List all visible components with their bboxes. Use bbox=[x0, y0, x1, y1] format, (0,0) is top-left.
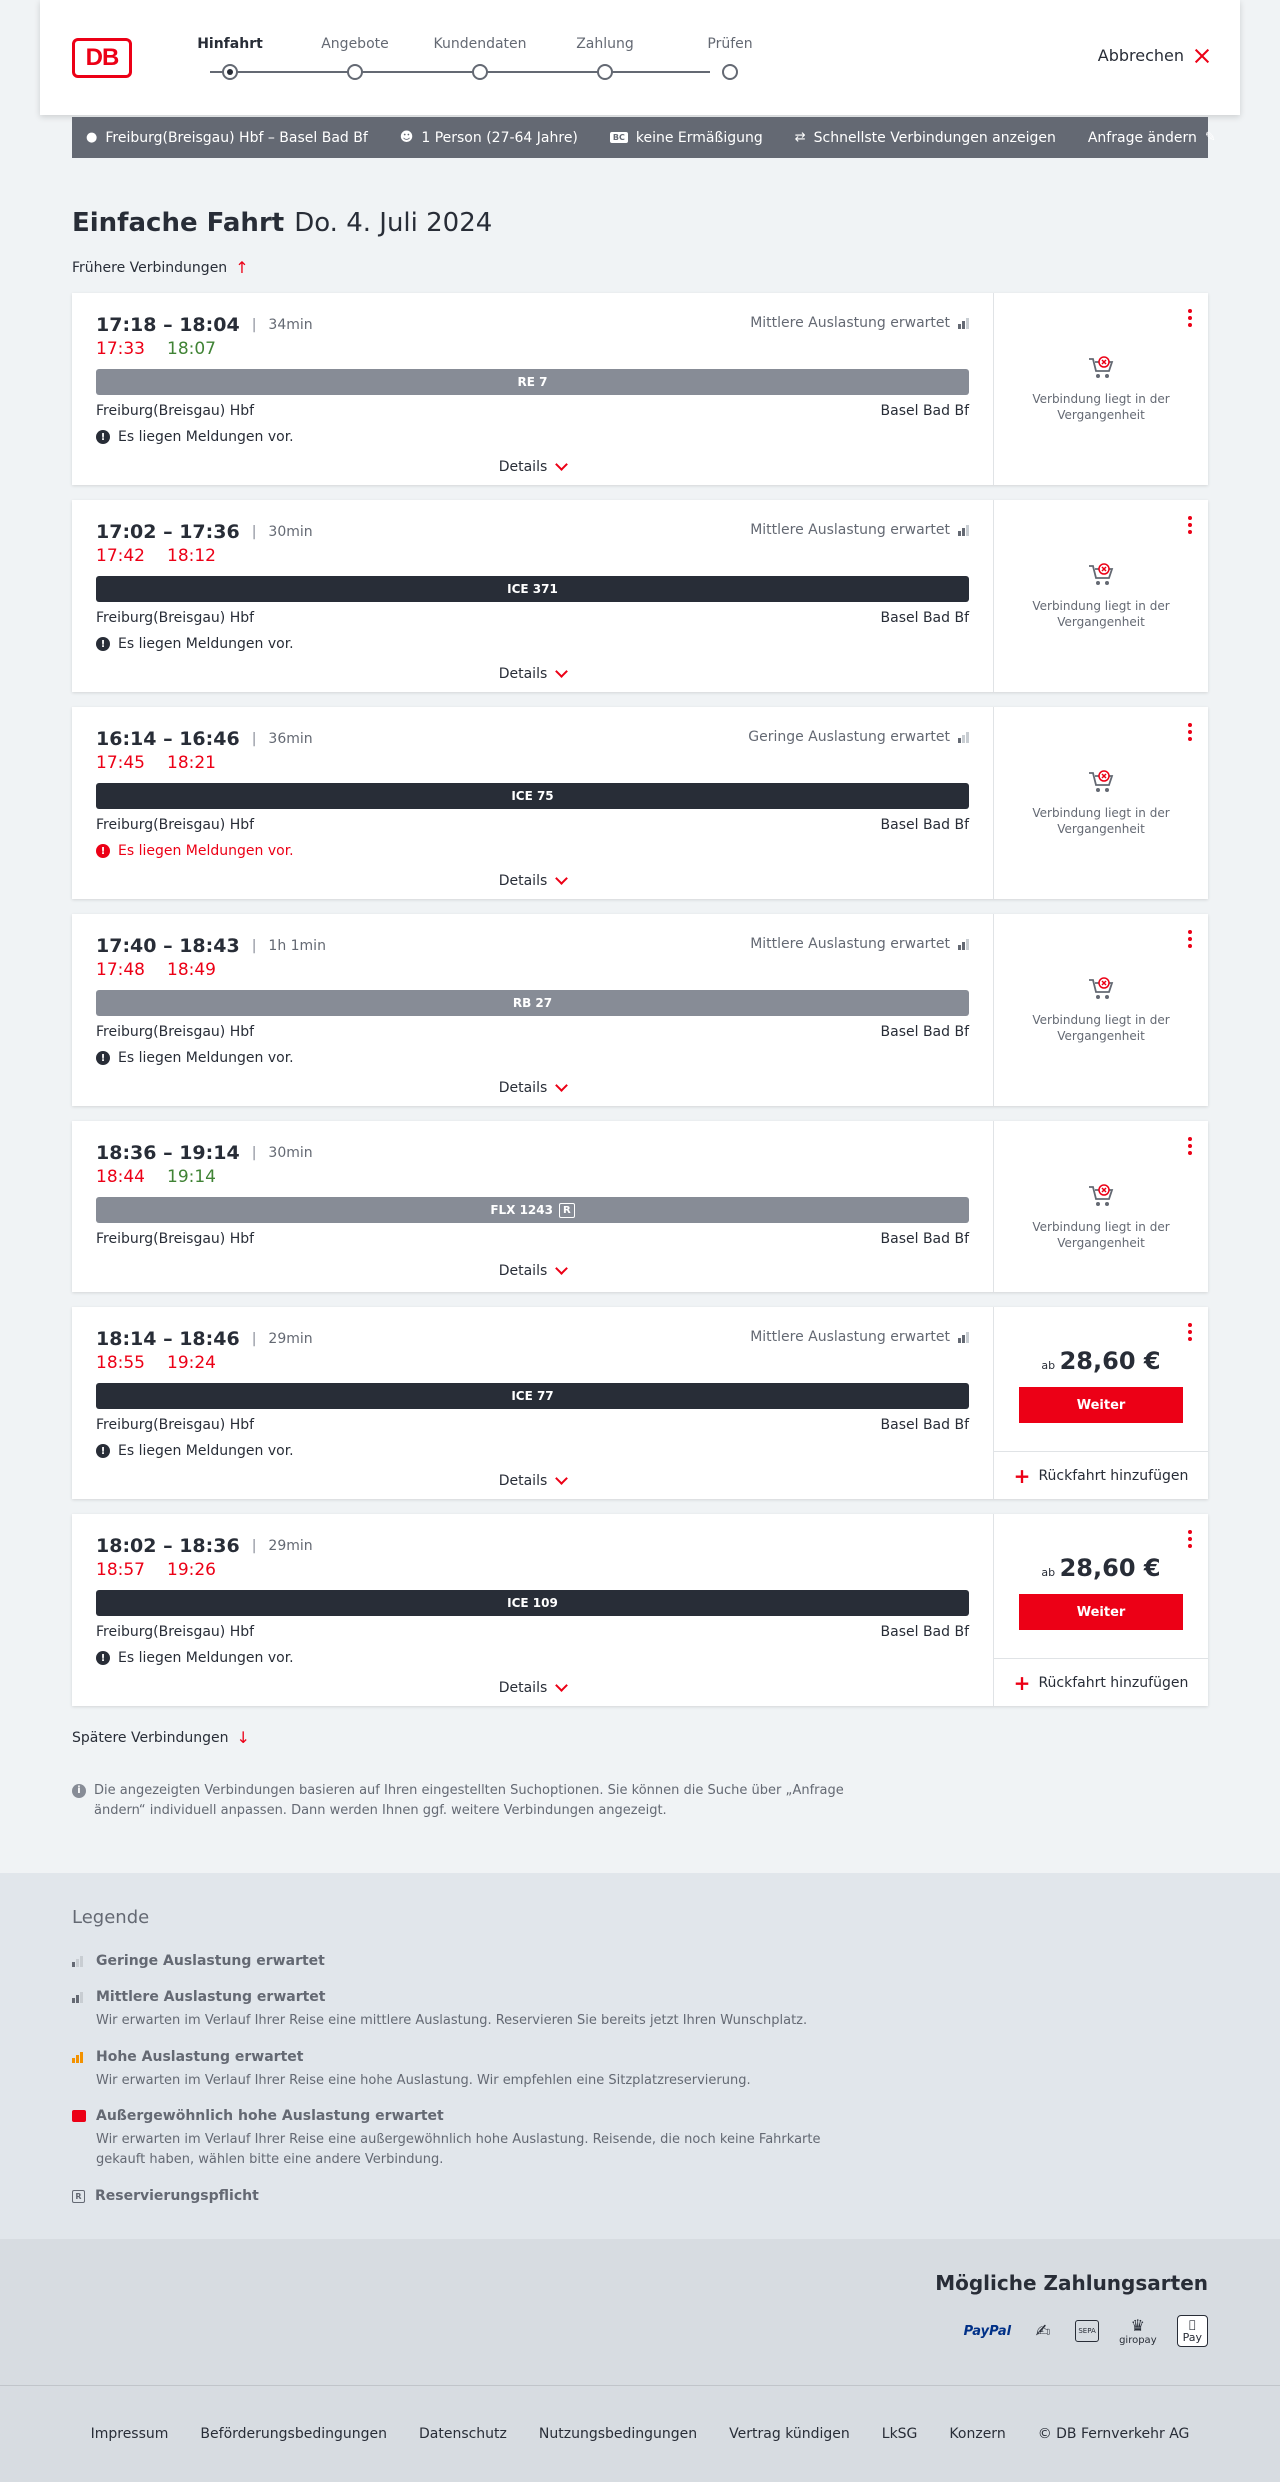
more-options-button[interactable] bbox=[1188, 1137, 1192, 1155]
realtime-departure: 18:57 bbox=[96, 1560, 145, 1580]
booking-panel bbox=[994, 914, 1208, 1106]
step-dot bbox=[597, 64, 613, 80]
legend-item-title: Mittlere Auslastung erwartet bbox=[96, 1989, 326, 2005]
info-icon: i bbox=[72, 1784, 86, 1798]
booking-panel bbox=[994, 707, 1208, 899]
load-level-icon bbox=[958, 731, 969, 743]
footer-link[interactable] bbox=[882, 2426, 918, 2442]
booking-panel bbox=[994, 1514, 1208, 1706]
connection-list bbox=[72, 293, 1208, 1721]
return-label: Rückfahrt hinzufügen bbox=[1038, 1674, 1189, 1691]
price-box bbox=[994, 1347, 1208, 1423]
train-bar[interactable] bbox=[96, 1590, 969, 1616]
disruption-message bbox=[96, 427, 969, 447]
discount-summary bbox=[610, 130, 763, 146]
legend-title: Legende bbox=[72, 1907, 150, 1928]
cancel-button[interactable] bbox=[1098, 46, 1210, 65]
details-toggle[interactable] bbox=[96, 1261, 969, 1281]
stations-row bbox=[96, 1624, 969, 1644]
footer-link-label[interactable]: Nutzungsbedingungen bbox=[538, 2426, 698, 2442]
separator: | bbox=[251, 1331, 257, 1347]
train-bar[interactable] bbox=[96, 1197, 969, 1223]
message-text: Es liegen Meldungen vor. bbox=[118, 1050, 294, 1066]
planned-times: 17:02 – 17:36 bbox=[96, 521, 240, 543]
details-label: Details bbox=[498, 1680, 548, 1696]
reservation-icon: R bbox=[72, 2190, 85, 2203]
more-options-button[interactable] bbox=[1188, 516, 1192, 534]
past-connection-notice bbox=[994, 355, 1208, 423]
progress-line bbox=[210, 71, 710, 73]
load-text: Mittlere Auslastung erwartet bbox=[750, 936, 950, 952]
stations-row bbox=[96, 403, 969, 423]
route-summary bbox=[86, 130, 368, 146]
connection-details bbox=[72, 500, 994, 692]
step-angebote bbox=[295, 36, 415, 56]
destination-station: Basel Bad Bf bbox=[880, 817, 969, 833]
legend-item-title: Geringe Auslastung erwartet bbox=[96, 1953, 325, 1969]
footer-link-label[interactable]: Vertrag kündigen bbox=[729, 2426, 850, 2442]
step-label: Hinfahrt bbox=[197, 36, 263, 52]
realtime-row bbox=[96, 753, 969, 777]
load-level-icon bbox=[958, 524, 969, 536]
step-label: Kundendaten bbox=[433, 36, 527, 52]
planned-times: 18:02 – 18:36 bbox=[96, 1535, 240, 1557]
realtime-departure: 17:42 bbox=[96, 546, 145, 566]
realtime-row bbox=[96, 1353, 969, 1377]
duration: 30min bbox=[268, 524, 313, 540]
footer-link[interactable] bbox=[1038, 2426, 1190, 2442]
planned-times-row bbox=[96, 1534, 969, 1558]
price: 28,60 € bbox=[1059, 1347, 1161, 1375]
origin-station: Freiburg(Breisgau) Hbf bbox=[96, 1417, 255, 1433]
planned-times: 17:18 – 18:04 bbox=[96, 314, 240, 336]
stations-row bbox=[96, 1417, 969, 1437]
past-connection-notice bbox=[994, 562, 1208, 630]
booking-panel bbox=[994, 500, 1208, 692]
earlier-label: Frühere Verbindungen bbox=[72, 259, 228, 276]
paypal-icon: PayPal bbox=[963, 2323, 1012, 2339]
footer-link[interactable] bbox=[729, 2426, 850, 2442]
booking-panel bbox=[994, 1121, 1208, 1292]
details-label: Details bbox=[498, 1080, 548, 1096]
message-text: Es liegen Meldungen vor. bbox=[118, 1650, 294, 1666]
cancel-label: Abbrechen bbox=[1097, 46, 1184, 65]
details-label: Details bbox=[498, 873, 548, 889]
duration: 1h 1min bbox=[268, 938, 326, 954]
load-indicator bbox=[750, 522, 969, 538]
alert-icon: ! bbox=[96, 1444, 110, 1458]
realtime-departure: 17:45 bbox=[96, 753, 145, 773]
duration: 29min bbox=[268, 1331, 313, 1347]
step-label: Angebote bbox=[321, 36, 389, 52]
chevron-down-icon bbox=[555, 665, 568, 678]
step-dot bbox=[472, 64, 488, 80]
chevron-down-icon bbox=[555, 872, 568, 885]
booking-panel bbox=[994, 1307, 1208, 1499]
train-name: ICE 109 bbox=[507, 1596, 558, 1610]
footer-links bbox=[0, 2426, 1280, 2442]
step-zahlung bbox=[545, 36, 665, 56]
legend-item-desc: Wir erwarten im Verlauf Ihrer Reise eine mittlere Auslastung. Reservieren Sie bereits jetzt Ihren Wunschplatz. bbox=[96, 2013, 808, 2028]
booking-panel bbox=[994, 293, 1208, 485]
step-hinfahrt bbox=[170, 36, 290, 56]
past-connection-notice bbox=[994, 1183, 1208, 1251]
details-label: Details bbox=[498, 1263, 548, 1279]
footer-link[interactable] bbox=[949, 2426, 1005, 2442]
payment-title: Mögliche Zahlungsarten bbox=[935, 2271, 1208, 2295]
fastest-summary bbox=[795, 130, 1056, 146]
realtime-arrival: 19:14 bbox=[167, 1167, 216, 1187]
disruption-message bbox=[96, 1048, 969, 1068]
train-bar[interactable] bbox=[96, 369, 969, 395]
legend-medium-load bbox=[72, 1989, 856, 2031]
cart-unavailable-icon bbox=[1087, 562, 1115, 588]
payment-icons bbox=[964, 2315, 1208, 2347]
separator: | bbox=[251, 317, 257, 333]
later-connections-link[interactable] bbox=[72, 1728, 250, 1747]
cart-unavailable-icon bbox=[1087, 976, 1115, 1002]
realtime-row bbox=[96, 546, 969, 570]
connection-details bbox=[72, 293, 994, 485]
giropay-icon: ♛ giropay bbox=[1119, 2316, 1157, 2346]
connection-card bbox=[72, 500, 1208, 692]
more-options-button[interactable] bbox=[1188, 930, 1192, 948]
price: 28,60 € bbox=[1059, 1554, 1161, 1582]
passenger-text: 1 Person (27-64 Jahre) bbox=[421, 129, 578, 146]
legend-item-title: Reservierungspflicht bbox=[95, 2188, 259, 2204]
destination-station: Basel Bad Bf bbox=[880, 1231, 969, 1247]
step-dot bbox=[347, 64, 363, 80]
train-name: ICE 75 bbox=[511, 789, 554, 803]
close-icon bbox=[1194, 48, 1210, 64]
legend-section bbox=[0, 1873, 1280, 2239]
train-name: RE 7 bbox=[517, 375, 548, 389]
details-toggle[interactable] bbox=[96, 871, 969, 891]
planned-times: 18:14 – 18:46 bbox=[96, 1328, 240, 1350]
past-text: Verbindung liegt in der Vergangenheit bbox=[1032, 392, 1170, 422]
train-name: ICE 371 bbox=[507, 582, 558, 596]
details-toggle[interactable] bbox=[96, 1078, 969, 1098]
realtime-departure: 17:48 bbox=[96, 960, 145, 980]
footer bbox=[0, 2385, 1280, 2482]
chevron-down-icon bbox=[555, 1472, 568, 1485]
chevron-down-icon bbox=[555, 1679, 568, 1692]
details-label: Details bbox=[498, 459, 548, 475]
change-request-label: Anfrage ändern bbox=[1087, 129, 1197, 146]
alert-icon: ! bbox=[96, 1051, 110, 1065]
person-icon: ☻ bbox=[399, 130, 414, 145]
load-text: Geringe Auslastung erwartet bbox=[748, 729, 950, 745]
fastest-text: Schnellste Verbindungen anzeigen bbox=[813, 129, 1056, 146]
separator: | bbox=[251, 1538, 257, 1554]
realtime-arrival: 19:24 bbox=[167, 1353, 216, 1373]
swap-arrows-icon: ⇄ bbox=[794, 130, 806, 145]
footer-link[interactable] bbox=[200, 2426, 387, 2442]
continue-button[interactable]: Weiter bbox=[1019, 1594, 1183, 1630]
connection-card bbox=[72, 1514, 1208, 1706]
load-indicator bbox=[750, 1329, 969, 1345]
price-box bbox=[994, 1554, 1208, 1630]
planned-times-row bbox=[96, 1141, 969, 1165]
message-text: Es liegen Meldungen vor. bbox=[118, 636, 294, 652]
realtime-departure: 17:33 bbox=[96, 339, 145, 359]
planned-times: 18:36 – 19:14 bbox=[96, 1142, 240, 1164]
disruption-message bbox=[96, 634, 969, 654]
trip-type: Einfache Fahrt bbox=[72, 208, 285, 238]
top-bar bbox=[40, 0, 1240, 115]
payment-section bbox=[0, 2239, 1280, 2385]
realtime-arrival: 18:21 bbox=[167, 753, 216, 773]
connection-details bbox=[72, 1514, 994, 1706]
return-label: Rückfahrt hinzufügen bbox=[1038, 1467, 1189, 1484]
train-name: ICE 77 bbox=[511, 1389, 554, 1403]
duration: 29min bbox=[268, 1538, 313, 1554]
legend-high-load bbox=[72, 2049, 856, 2091]
details-label: Details bbox=[498, 666, 548, 682]
discount-text: keine Ermäßigung bbox=[635, 129, 763, 146]
alert-icon: ! bbox=[96, 430, 110, 444]
arrow-down-icon: ↓ bbox=[236, 1728, 250, 1747]
realtime-row bbox=[96, 339, 969, 363]
info-note-text: Die angezeigten Verbindungen basieren auf Ihren eingestellten Suchoptionen. Sie können die Suche über „Anfrage ändern“ individuell anpassen. Dann werden Ihnen ggf. weitere Verbindungen angezeigt. bbox=[94, 1783, 844, 1818]
footer-link-label[interactable]: LkSG bbox=[881, 2426, 918, 2442]
train-bar[interactable] bbox=[96, 576, 969, 602]
realtime-arrival: 18:12 bbox=[167, 546, 216, 566]
arrow-up-icon: ↑ bbox=[235, 258, 249, 277]
db-logo[interactable]: DB bbox=[72, 38, 132, 78]
past-text: Verbindung liegt in der Vergangenheit bbox=[1032, 806, 1170, 836]
realtime-arrival: 18:49 bbox=[167, 960, 216, 980]
connection-details bbox=[72, 707, 994, 899]
load-indicator bbox=[748, 729, 969, 745]
legend-reservation bbox=[72, 2188, 259, 2204]
route-text: Freiburg(Breisgau) Hbf – Basel Bad Bf bbox=[105, 129, 368, 146]
price-prefix: ab bbox=[1041, 1566, 1056, 1579]
cart-unavailable-icon bbox=[1087, 355, 1115, 381]
stations-row bbox=[96, 1231, 969, 1251]
footer-link-label[interactable]: Impressum bbox=[90, 2426, 169, 2442]
load-level-icon bbox=[958, 1331, 969, 1343]
step-dot-active bbox=[222, 64, 238, 80]
legend-item-title: Hohe Auslastung erwartet bbox=[96, 2049, 304, 2065]
connection-card bbox=[72, 707, 1208, 899]
chevron-down-icon bbox=[555, 1079, 568, 1092]
details-toggle[interactable] bbox=[96, 664, 969, 684]
separator: | bbox=[251, 1145, 257, 1161]
destination-station: Basel Bad Bf bbox=[880, 1417, 969, 1433]
separator: | bbox=[251, 731, 257, 747]
footer-link-label[interactable]: Beförderungsbedingungen bbox=[200, 2426, 387, 2442]
alert-icon: ! bbox=[96, 1651, 110, 1665]
details-toggle[interactable] bbox=[96, 1678, 969, 1698]
realtime-row bbox=[96, 1167, 969, 1191]
step-dot bbox=[722, 64, 738, 80]
realtime-row bbox=[96, 1560, 969, 1584]
footer-link[interactable] bbox=[91, 2426, 169, 2442]
cart-unavailable-icon bbox=[1087, 769, 1115, 795]
later-label: Spätere Verbindungen bbox=[72, 1729, 229, 1746]
page-title bbox=[72, 208, 492, 238]
footer-link[interactable] bbox=[539, 2426, 697, 2442]
disruption-message bbox=[96, 1441, 969, 1461]
legend-item-desc: Wir erwarten im Verlauf Ihrer Reise eine hohe Auslastung. Wir empfehlen eine Sitzplatzreservierung. bbox=[96, 2073, 751, 2088]
footer-link-label[interactable]: Datenschutz bbox=[418, 2426, 507, 2442]
legend-item-title: Außergewöhnlich hohe Auslastung erwartet bbox=[96, 2108, 444, 2124]
plus-icon: + bbox=[1013, 1463, 1031, 1488]
load-text: Mittlere Auslastung erwartet bbox=[750, 315, 950, 331]
more-options-button[interactable] bbox=[1188, 309, 1192, 327]
message-text: Es liegen Meldungen vor. bbox=[118, 429, 294, 445]
realtime-row bbox=[96, 960, 969, 984]
location-pin-icon: ● bbox=[86, 130, 98, 145]
duration: 36min bbox=[268, 731, 313, 747]
sepa-icon: SEPA bbox=[1075, 2320, 1099, 2342]
stations-row bbox=[96, 610, 969, 630]
step-kundendaten bbox=[420, 36, 540, 56]
disruption-message bbox=[96, 1648, 969, 1668]
low-load-icon bbox=[72, 1955, 86, 1967]
message-text: Es liegen Meldungen vor. bbox=[118, 843, 294, 859]
realtime-arrival: 19:26 bbox=[167, 1560, 216, 1580]
past-text: Verbindung liegt in der Vergangenheit bbox=[1032, 599, 1170, 629]
continue-button[interactable]: Weiter bbox=[1019, 1387, 1183, 1423]
connection-card bbox=[72, 1307, 1208, 1499]
details-label: Details bbox=[498, 1473, 548, 1489]
connection-details bbox=[72, 1307, 994, 1499]
load-text: Mittlere Auslastung erwartet bbox=[750, 1329, 950, 1345]
footer-link-label[interactable]: Konzern bbox=[949, 2426, 1006, 2442]
change-request-button[interactable] bbox=[1088, 130, 1216, 146]
realtime-arrival: 18:07 bbox=[167, 339, 216, 359]
connection-card bbox=[72, 914, 1208, 1106]
load-level-icon bbox=[958, 938, 969, 950]
stations-row bbox=[96, 817, 969, 837]
destination-station: Basel Bad Bf bbox=[880, 403, 969, 419]
pencil-icon: ✎ bbox=[1204, 130, 1216, 145]
separator: | bbox=[251, 938, 257, 954]
add-return-trip-button[interactable] bbox=[994, 1658, 1208, 1706]
alert-icon: ! bbox=[96, 637, 110, 651]
train-name: FLX 1243 bbox=[490, 1203, 553, 1217]
past-text: Verbindung liegt in der Vergangenheit bbox=[1032, 1220, 1170, 1250]
more-options-button[interactable] bbox=[1188, 723, 1192, 741]
step-pruefen bbox=[670, 36, 790, 56]
alert-icon: ! bbox=[96, 844, 110, 858]
disruption-message bbox=[96, 841, 969, 861]
add-return-trip-button[interactable] bbox=[994, 1451, 1208, 1499]
planned-times: 16:14 – 16:46 bbox=[96, 728, 240, 750]
connection-card bbox=[72, 1121, 1208, 1292]
high-load-icon bbox=[72, 2051, 86, 2063]
extreme-load-icon bbox=[72, 2110, 86, 2122]
origin-station: Freiburg(Breisgau) Hbf bbox=[96, 1231, 255, 1247]
connection-details bbox=[72, 1121, 994, 1292]
train-name: RB 27 bbox=[512, 996, 553, 1010]
planned-times: 17:40 – 18:43 bbox=[96, 935, 240, 957]
destination-station: Basel Bad Bf bbox=[880, 610, 969, 626]
search-summary-bar bbox=[72, 117, 1216, 158]
bahncard-icon: BC bbox=[610, 132, 628, 143]
details-toggle[interactable] bbox=[96, 457, 969, 477]
earlier-connections-link[interactable] bbox=[72, 258, 249, 277]
more-options-button[interactable] bbox=[1188, 1323, 1192, 1341]
footer-link[interactable] bbox=[419, 2426, 507, 2442]
apple-pay-icon: Pay bbox=[1177, 2315, 1208, 2347]
connection-details bbox=[72, 914, 994, 1106]
origin-station: Freiburg(Breisgau) Hbf bbox=[96, 1624, 255, 1640]
load-text: Mittlere Auslastung erwartet bbox=[750, 522, 950, 538]
message-text: Es liegen Meldungen vor. bbox=[118, 1443, 294, 1459]
load-indicator bbox=[750, 315, 969, 331]
train-bar[interactable] bbox=[96, 1383, 969, 1409]
separator: | bbox=[251, 524, 257, 540]
progress-steps bbox=[170, 36, 753, 86]
step-label: Zahlung bbox=[576, 36, 634, 52]
legend-low-load bbox=[72, 1953, 325, 1969]
info-note bbox=[72, 1781, 852, 1821]
past-connection-notice bbox=[994, 976, 1208, 1044]
legend-item-desc: Wir erwarten im Verlauf Ihrer Reise eine außergewöhnlich hohe Auslastung. Reisende, die noch keine Fahrkarte gekauft haben, wählen bitte eine andere Verbindung. bbox=[96, 2132, 821, 2167]
realtime-departure: 18:55 bbox=[96, 1353, 145, 1373]
details-toggle[interactable] bbox=[96, 1471, 969, 1491]
origin-station: Freiburg(Breisgau) Hbf bbox=[96, 817, 255, 833]
price-prefix: ab bbox=[1041, 1359, 1056, 1372]
origin-station: Freiburg(Breisgau) Hbf bbox=[96, 610, 255, 626]
realtime-departure: 18:44 bbox=[96, 1167, 145, 1187]
train-bar[interactable] bbox=[96, 990, 969, 1016]
step-label: Prüfen bbox=[707, 36, 753, 52]
load-level-icon bbox=[958, 317, 969, 329]
stations-row bbox=[96, 1024, 969, 1044]
origin-station: Freiburg(Breisgau) Hbf bbox=[96, 403, 255, 419]
past-text: Verbindung liegt in der Vergangenheit bbox=[1032, 1013, 1170, 1043]
duration: 34min bbox=[268, 317, 313, 333]
past-connection-notice bbox=[994, 769, 1208, 837]
footer-link-label[interactable]: © DB Fernverkehr AG bbox=[1037, 2426, 1190, 2442]
reservation-required-icon: R bbox=[559, 1203, 575, 1218]
medium-load-icon bbox=[72, 1991, 86, 2003]
origin-station: Freiburg(Breisgau) Hbf bbox=[96, 1024, 255, 1040]
trip-date: Do. 4. Juli 2024 bbox=[294, 208, 493, 238]
more-options-button[interactable] bbox=[1188, 1530, 1192, 1548]
load-indicator bbox=[750, 936, 969, 952]
destination-station: Basel Bad Bf bbox=[880, 1624, 969, 1640]
chevron-down-icon bbox=[555, 1262, 568, 1275]
plus-icon: + bbox=[1013, 1670, 1031, 1695]
connection-card bbox=[72, 293, 1208, 485]
direct-debit-icon: ✍ bbox=[1035, 2320, 1051, 2342]
destination-station: Basel Bad Bf bbox=[880, 1024, 969, 1040]
duration: 30min bbox=[268, 1145, 313, 1161]
cart-unavailable-icon bbox=[1087, 1183, 1115, 1209]
chevron-down-icon bbox=[555, 458, 568, 471]
train-bar[interactable] bbox=[96, 783, 969, 809]
legend-extreme-load bbox=[72, 2108, 856, 2170]
passenger-summary bbox=[400, 130, 578, 146]
